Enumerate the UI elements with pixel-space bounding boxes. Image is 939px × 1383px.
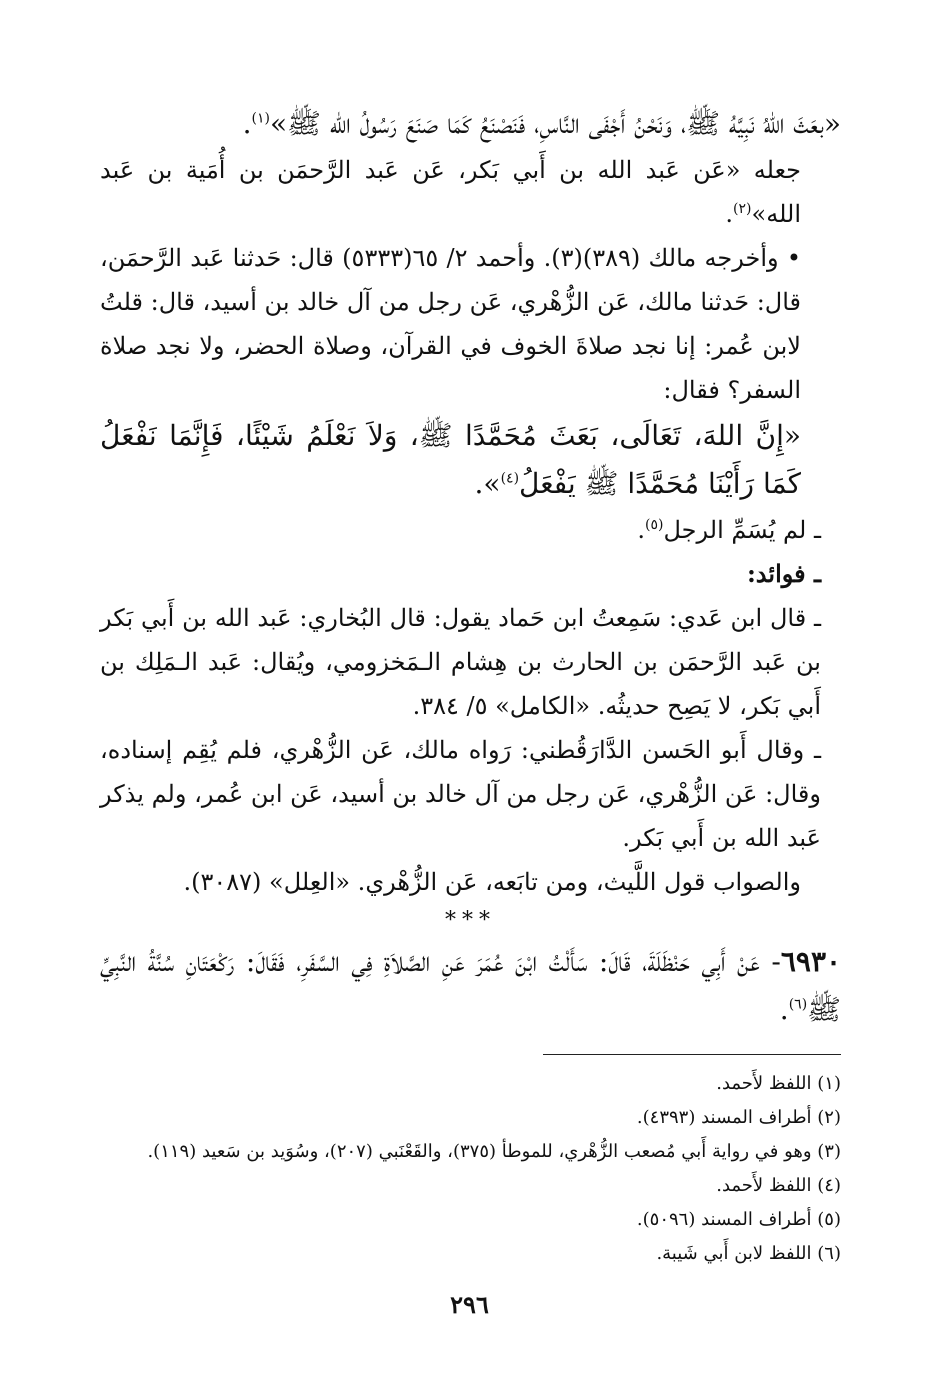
footnote-2: (٢) أطراف المسند (٤٣٩٣). xyxy=(636,1107,841,1128)
hadith-quote-2: «إِنَّ اللهَ، تَعَالَى، بَعَثَ مُحَمَّدًا ﷺ، وَلاَ نَعْلَمُ شَيْئًا، فَإِنَّمَا نَفْعَلُ كَمَا رَأَيْنَا مُحَمَّدًا ﷺ يَفْعَلُ$^{(٤)}$». xyxy=(100,419,801,500)
hadith-number: ٦٩٣٠ xyxy=(780,945,842,978)
footnote-1: (١) اللفظ لأَحمد. xyxy=(716,1073,841,1094)
footnote-ref-1: (١) xyxy=(251,110,270,127)
hadith-quote-1: «بعَثَ اللهُ نَبِيَّهُ ﷺ، وَنَحْنُ أَجْفَى النَّاسِ، فَنَصْنَعُ كَمَا صَنَعَ رَسُولُ الله ﷺ»$^{(١)}$. xyxy=(242,107,841,140)
footnote-ref-4: (٤) xyxy=(500,470,520,487)
footnote-ref-6: (٦) xyxy=(788,996,808,1013)
page-number: ٢٩٦ xyxy=(450,1290,489,1319)
footnote-3: (٣) وهو في رواية أَبي مُصعب الزُّهْري، للموطأ (٣٧٥)، والقَعْنَبي (٢٠٧)، وسُوَيد بن سَعيد (١١٩). xyxy=(147,1141,841,1162)
benefits-heading: ـ فوائد: xyxy=(746,559,821,588)
paragraph-2: جعله «عَن عَبد الله بن أَبي بَكر، عَن عَبد الرَّحمَن بن أُمَية بن عَبد الله»$^{(٢)}$. xyxy=(100,156,801,228)
footnote-ref-5: (٥) xyxy=(645,517,664,533)
footnote-ref-2: (٢) xyxy=(733,201,752,217)
paragraph-8: والصواب قول اللَّيث، ومن تابَعه، عَن الزُّهْري. «العِلل» (٣٠٨٧). xyxy=(183,868,801,896)
paragraph-3: • وأخرجه مالك (٣٨٩)(٣). وأحمد ٢/ ٦٥(٥٣٣٣) قال: حَدثنا عَبد الرَّحمَن، قال: حَدثنا مالك، عَن الزُّهْري، عَن رجل من آل خالد بن أسيد، قال: قلتُ لابن عُمر: إنا نجد صلاةَ الخوف في القرآن، وصلاة الحضر، ولا نجد صلاة السفر؟ فقال: xyxy=(100,244,802,404)
paragraph-7: ـ وقال أَبو الحَسن الدَّارَقُطني: رَواه مالك، عَن الزُّهْري، فلم يُقِم إسناده، وقال: عَن الزُّهْري، عَن رجل من آل خالد بن أسيد، عَن ابن عُمر، ولم يذكر عَبد الله بن أَبي بَكر. xyxy=(100,736,821,852)
footnote-5: (٥) أطراف المسند (٥٠٩٦). xyxy=(636,1209,841,1230)
section-separator: *** xyxy=(445,908,496,933)
footnote-4: (٤) اللفظ لأَحمد. xyxy=(716,1175,841,1196)
main-text xyxy=(100,100,841,1034)
footnote-6: (٦) اللفظ لابن أَبي شَيبة. xyxy=(656,1243,841,1264)
paragraph-6: ـ قال ابن عَدي: سَمِعتُ ابن حَماد يقول: قال البُخاري: عَبد الله بن أَبي بَكر بن عَبد الرَّحمَن بن الحارث بن هِشام الـمَخزومي، ويُقال: عَبد الـمَلِك بن أَبي بَكر، لا يَصِح حديثُه. «الكامل» ٥/ ٣٨٤. xyxy=(100,604,821,720)
footnote-divider xyxy=(543,1054,841,1055)
footnotes xyxy=(100,1067,841,1271)
hadith-6930: ٦٩٣٠- عَنْ أَبِي حَنْظَلَةَ، قَالَ: سَأَلْتُ ابْنَ عُمَرَ عَنِ الصَّلاَةِ فِي السَّفَرِ، فَقَالَ: رَكْعَتَانِ سُنَّةُ النَّبِيِّ ﷺ$^{(٦)}$. xyxy=(100,945,842,1026)
paragraph-5: ـ لم يُسَمِّ الرجل$^{(٥)}$. xyxy=(637,516,821,544)
